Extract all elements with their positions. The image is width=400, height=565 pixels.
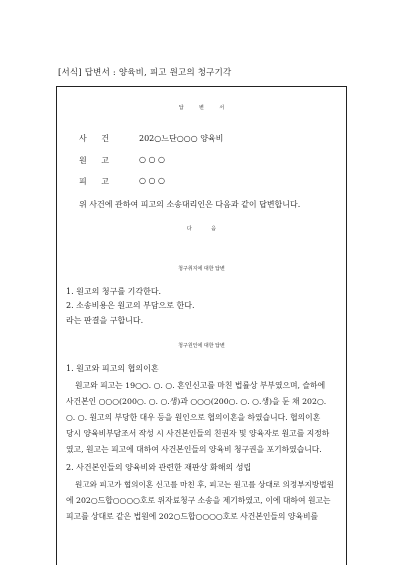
paragraph-line: 에 202○드합○○○○호로 위자료청구 소송을 제기하였고, 이에 대하여 원고는 [66, 496, 331, 505]
defendant-label: 피 고 [79, 177, 109, 186]
paragraph-line: 사건본인 ○○○(200○. ○. ○.생)과 ○○○(200○. ○. ○.생)을 둔 채 202○. [66, 397, 327, 406]
paragraph-line: 당시 양육비부담조서 작성 시 사건본인들의 친권자 및 양육자로 원고를 지정하 [66, 429, 330, 438]
section-claim-cause-heading: 청구원인에 대한 답변 [178, 343, 225, 349]
plaintiff-name: ○ ○ ○ [139, 155, 166, 164]
paragraph-line: 였고, 원고는 피고에 대하여 사건본인들의 양육비 청구권을 포기하였습니다. [66, 445, 322, 454]
paragraph-line: 원고와 피고가 협의이혼 신고를 마친 후, 피고는 원고를 상대로 의정부지방법원 [75, 480, 334, 489]
document-title: 답 변 서 [178, 105, 225, 111]
claim-item-2: 2. 소송비용은 원고의 부담으로 한다. [66, 301, 195, 310]
paragraph-line: 원고와 피고는 19○○. ○. ○. 혼인신고를 마친 법률상 부부였으며, 슬하에 [75, 381, 326, 390]
subsection-1-heading: 1. 원고와 피고의 협의이혼 [66, 364, 159, 373]
paragraph-line: 피고를 상대로 같은 법원에 202○드합○○○○호로 사건본인들의 양육비를 [66, 512, 319, 521]
answer-document-frame [56, 86, 347, 565]
subsection-2-heading: 2. 사건본인들의 양육비와 관련한 재판상 화해의 성립 [66, 463, 252, 472]
case-label: 사 건 [79, 134, 109, 143]
paragraph-line: ○. ○. 원고의 부당한 대우 등을 원인으로 협의이혼을 하였습니다. 협의이혼 [66, 413, 321, 422]
next-heading: 다 음 [186, 226, 217, 232]
defendant-name: ○ ○ ○ [139, 176, 166, 185]
intro-statement: 위 사건에 관하여 피고의 소송대리인은 다음과 같이 답변합니다. [79, 200, 301, 209]
section-claim-purpose-heading: 청구취지에 대한 답변 [178, 266, 225, 272]
plaintiff-label: 원 고 [79, 156, 109, 165]
case-number: 202○느단○○○ 양육비 [139, 134, 224, 143]
form-caption: [서식] 답변서 : 양육비, 피고 원고의 청구기각 [58, 68, 232, 78]
claim-item-1: 1. 원고의 청구를 기각한다. [66, 287, 162, 296]
claim-closing: 라는 판결을 구합니다. [66, 316, 144, 325]
